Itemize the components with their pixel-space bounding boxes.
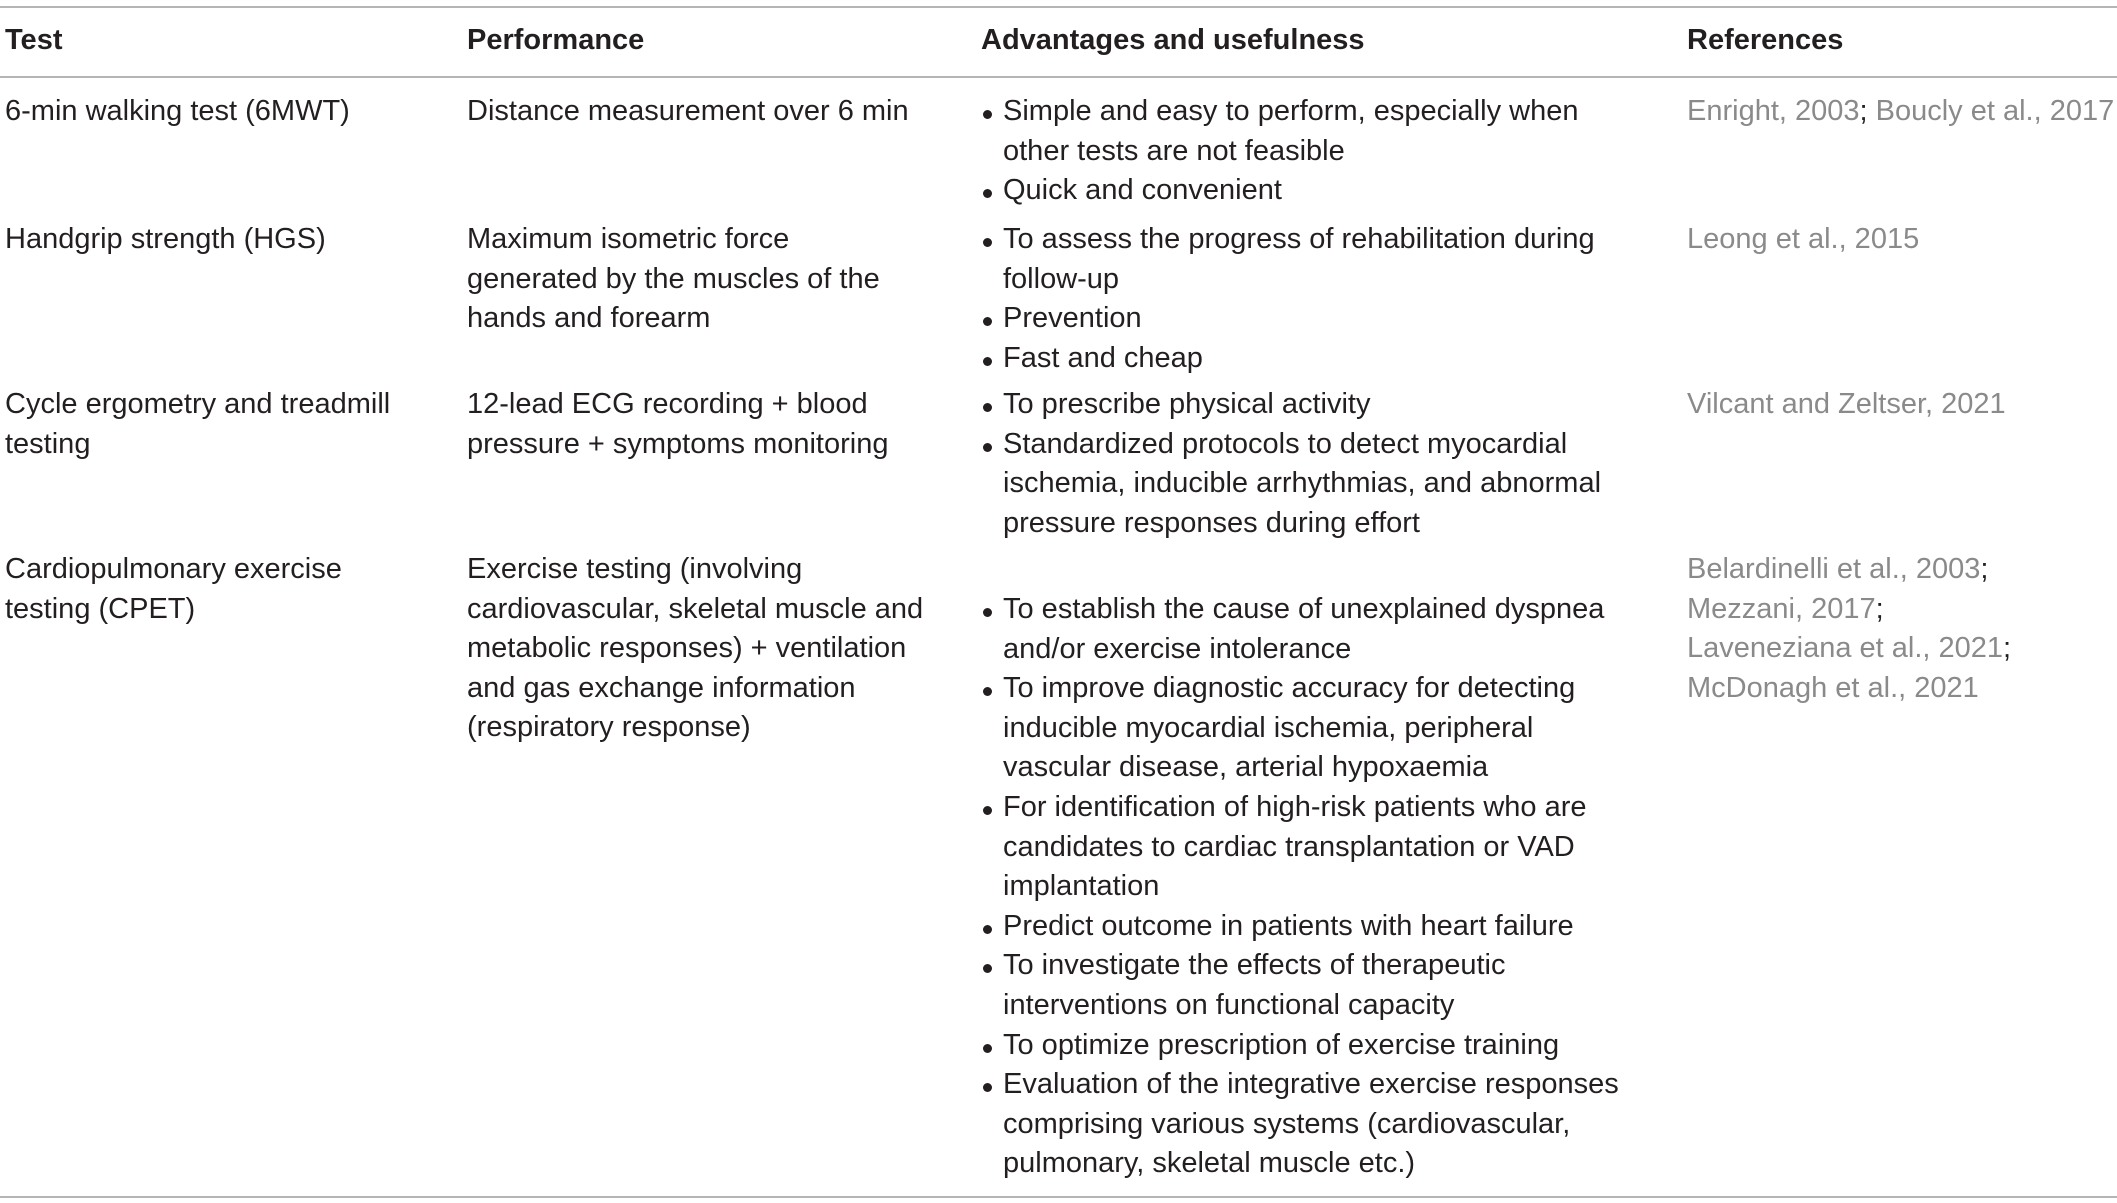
cell-line: Maximum isometric force: [467, 223, 790, 255]
row-1-performance: [467, 92, 909, 132]
bullet-line: Standardized protocols to detect myocardial: [1003, 427, 1568, 460]
row-4-advantages: [981, 590, 1619, 1184]
bullet-line: implantation: [1003, 870, 1160, 903]
cell-line: cardiovascular, skeletal muscle and: [467, 592, 924, 625]
row-4-test: [5, 550, 342, 629]
reference-separator: ;: [1875, 592, 1884, 625]
bullet-line: To investigate the effects of therapeutic: [1003, 949, 1506, 982]
bullet-icon: [983, 317, 992, 326]
cell-line: metabolic responses) + ventilation: [467, 632, 907, 665]
cell-line: 6-min walking test (6MWT): [5, 95, 350, 127]
bullet-line: vascular disease, arterial hypoxaemia: [1003, 751, 1489, 784]
bullet-line: ischemia, inducible arrhythmias, and abnormal: [1003, 467, 1602, 500]
row-3-advantages: [981, 385, 1601, 543]
header-rule: [0, 76, 2117, 78]
cell-line: generated by the muscles of the: [467, 262, 880, 295]
bullet-line: comprising various systems (cardiovascular,: [1003, 1107, 1571, 1140]
bullet-icon: [983, 806, 992, 815]
bullet-item: [981, 590, 1619, 669]
reference-separator: ;: [1980, 553, 1989, 585]
row-2-test: [5, 220, 326, 260]
bullet-icon: [983, 357, 992, 366]
reference-link[interactable]: McDonagh et al., 2021: [1687, 671, 1979, 704]
row-4-performance: [467, 550, 923, 748]
bullet-item: [981, 1065, 1619, 1184]
reference-link[interactable]: Laveneziana et al., 2021: [1687, 632, 2004, 665]
bullet-line: Predict outcome in patients with heart failure: [1003, 909, 1574, 942]
bullet-line: other tests are not feasible: [1003, 134, 1345, 167]
bullet-line: interventions on functional capacity: [1003, 988, 1455, 1021]
reference-link[interactable]: Boucly et al., 2017: [1875, 95, 2115, 127]
bullet-line: Evaluation of the integrative exercise responses: [1003, 1068, 1619, 1101]
bullet-icon: [983, 238, 992, 247]
cell-line: Distance measurement over 6 min: [467, 95, 909, 127]
cell-line: Cardiopulmonary exercise: [5, 553, 342, 585]
bullet-item: [981, 669, 1619, 788]
reference-link[interactable]: Vilcant and Zeltser, 2021: [1687, 388, 2006, 420]
bullet-item: [981, 907, 1619, 947]
bullet-icon: [983, 1083, 992, 1092]
cell-line: hands and forearm: [467, 302, 711, 335]
reference-link[interactable]: Belardinelli et al., 2003: [1687, 553, 1981, 585]
bullet-line: Fast and cheap: [1003, 341, 1203, 374]
bullet-line: inducible myocardial ischemia, peripheral: [1003, 711, 1534, 744]
cell-line: testing: [5, 427, 91, 460]
cell-line: (respiratory response): [467, 711, 751, 744]
bullet-line: pulmonary, skeletal muscle etc.): [1003, 1147, 1416, 1180]
row-3-test: [5, 385, 390, 464]
row-4-references: [1687, 550, 2011, 708]
bullet-icon: [983, 443, 992, 452]
bullet-line: Prevention: [1003, 302, 1142, 335]
cell-line: testing (CPET): [5, 592, 196, 625]
row-3-performance: [467, 385, 888, 464]
reference-link[interactable]: Enright, 2003: [1687, 95, 1860, 127]
row-1-test: [5, 92, 350, 132]
cell-line: and gas exchange information: [467, 671, 856, 704]
cell-line: Handgrip strength (HGS): [5, 223, 326, 255]
bullet-item: [981, 946, 1619, 1025]
bullet-icon: [983, 110, 992, 119]
bullet-icon: [983, 608, 992, 617]
reference-link[interactable]: Mezzani, 2017: [1687, 592, 1876, 625]
header-performance: Performance: [467, 24, 645, 56]
bullet-line: For identification of high-risk patients who are: [1003, 790, 1587, 823]
bullet-icon: [983, 925, 992, 934]
cell-line: pressure + symptoms monitoring: [467, 427, 889, 460]
cell-line: Exercise testing (involving: [467, 553, 803, 585]
bullet-item: [981, 220, 1595, 299]
row-2-references: [1687, 220, 1919, 260]
cell-line: 12-lead ECG recording + blood: [467, 388, 868, 420]
bullet-icon: [983, 964, 992, 973]
bullet-line: pressure responses during effort: [1003, 506, 1420, 539]
table-bottom-rule: [0, 1196, 2117, 1198]
row-2-performance: [467, 220, 880, 339]
header-advantages: Advantages and usefulness: [981, 24, 1365, 56]
bullet-icon: [983, 189, 992, 198]
header-references: References: [1687, 24, 1844, 56]
bullet-line: To optimize prescription of exercise training: [1003, 1028, 1560, 1061]
row-3-references: [1687, 385, 2006, 425]
bullet-item: [981, 1026, 1619, 1066]
row-1-advantages: [981, 92, 1578, 211]
header-test: Test: [5, 24, 63, 56]
bullet-line: and/or exercise intolerance: [1003, 632, 1352, 665]
cell-line: Cycle ergometry and treadmill: [5, 388, 391, 420]
bullet-line: Simple and easy to perform, especially when: [1003, 95, 1579, 127]
row-1-references: [1687, 92, 2114, 132]
reference-separator: ;: [1859, 95, 1876, 127]
bullet-item: [981, 299, 1595, 339]
reference-link[interactable]: Leong et al., 2015: [1687, 223, 1920, 255]
bullet-line: To prescribe physical activity: [1003, 388, 1371, 420]
bullet-line: To assess the progress of rehabilitation during: [1003, 223, 1595, 255]
bullet-line: follow-up: [1003, 262, 1120, 295]
reference-separator: ;: [2003, 632, 2012, 665]
row-2-advantages: [981, 220, 1595, 378]
bullet-item: [981, 92, 1578, 171]
bullet-icon: [983, 1044, 992, 1053]
bullet-item: [981, 171, 1578, 211]
bullet-item: [981, 425, 1601, 544]
bullet-line: Quick and convenient: [1003, 174, 1282, 207]
bullet-line: To improve diagnostic accuracy for detecting: [1003, 672, 1576, 705]
bullet-item: [981, 339, 1595, 379]
bullet-item: [981, 385, 1601, 425]
bullet-item: [981, 788, 1619, 907]
bullet-line: candidates to cardiac transplantation or VAD: [1003, 830, 1575, 863]
bullet-icon: [983, 403, 992, 412]
table-top-rule: [0, 6, 2117, 8]
bullet-line: To establish the cause of unexplained dyspnea: [1003, 593, 1605, 625]
bullet-icon: [983, 687, 992, 696]
